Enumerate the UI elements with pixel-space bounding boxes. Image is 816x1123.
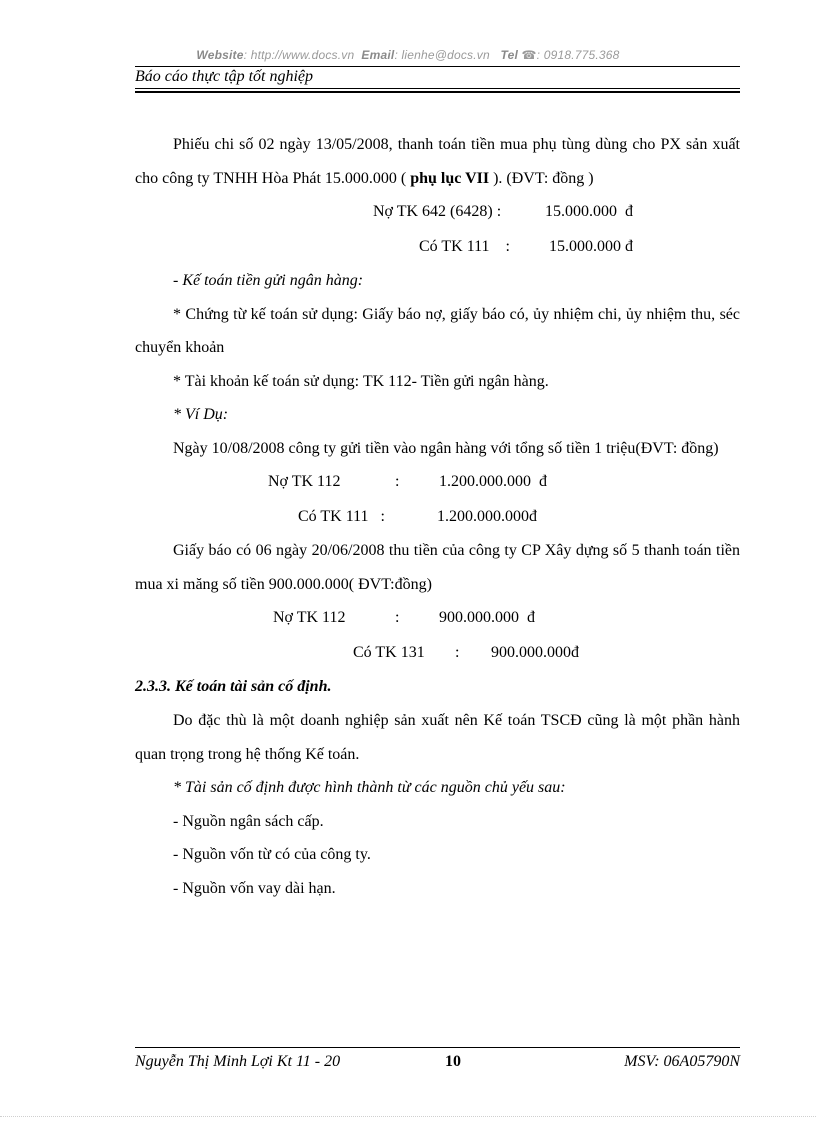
journal-entry-debit-1 <box>135 195 740 230</box>
website-value: : http://www.docs.vn <box>243 48 355 62</box>
page-number: 10 <box>445 1053 461 1070</box>
credit-amount: 1.200.000.000đ <box>437 507 537 525</box>
source-item: - Nguồn ngân sách cấp. <box>173 812 324 830</box>
paragraph-text: Phiếu chi số 02 ngày 13/05/2008, thanh toán tiền mua phụ tùng dùng cho PX sản xuất cho công ty TNHH Hòa Phát 15.000.000 ( <box>135 136 740 187</box>
appendix-ref: phụ lục VII <box>410 169 490 187</box>
separator: : <box>455 643 460 661</box>
credit-account: Có TK 111 : <box>419 237 510 255</box>
debit-account: Nợ TK 112 <box>268 473 341 490</box>
page-bottom-edge <box>0 1116 816 1117</box>
accounts-used: * Tài khoản kế toán sử dụng: TK 112- Tiền gửi ngân hàng. <box>173 372 549 390</box>
page-content <box>135 128 740 905</box>
debit-amount: 900.000.000 đ <box>439 609 535 626</box>
sources-heading: * Tài sản cố định được hình thành từ các nguồn chủ yếu sau: <box>173 779 566 796</box>
paragraph-credit-note: Giấy báo có 06 ngày 20/06/2008 thu tiền của công ty CP Xây dựng số 5 thanh toán tiền mua xi măng số tiền 900.000.000( ĐVT:đồng) <box>135 542 740 593</box>
journal-entry-credit-1 <box>135 230 740 265</box>
journal-entry-debit-2 <box>135 465 740 500</box>
debit-amount: 15.000.000 đ <box>545 203 633 220</box>
credit-account: Có TK 111 : <box>298 507 385 525</box>
email-label: Email <box>361 48 395 62</box>
section-title: 2.3.3. Kế toán tài sản cố định. <box>135 678 332 695</box>
email-value: : lienhe@docs.vn <box>394 48 490 62</box>
author-name: Nguyễn Thị Minh Lợi Kt 11 - 20 <box>135 1053 341 1070</box>
tel-label: Tel <box>500 48 518 62</box>
website-label: Website <box>196 48 244 62</box>
credit-account: Có TK 131 <box>353 643 425 661</box>
example-heading: * Ví Dụ: <box>173 406 229 423</box>
journal-entry-credit-3 <box>135 636 740 671</box>
paragraph-payment-voucher <box>135 128 740 195</box>
header-rule-thin <box>135 88 740 89</box>
paragraph-fixed-assets: Do đặc thù là một doanh nghiệp sản xuất nên Kế toán TSCĐ cũng là một phần hành quan trọng trong hệ thống Kế toán. <box>135 712 740 763</box>
journal-entry-credit-2 <box>135 500 740 535</box>
bank-deposit-heading: - Kế toán tiền gửi ngân hàng: <box>173 272 364 289</box>
credit-amount: 15.000.000 đ <box>549 237 633 255</box>
debit-account: Nợ TK 112 <box>273 609 346 626</box>
page-footer <box>135 1053 740 1075</box>
source-item: - Nguồn vốn từ có của công ty. <box>173 846 371 863</box>
header-top-rule <box>135 66 740 67</box>
paragraph-deposit: Ngày 10/08/2008 công ty gửi tiền vào ngân hàng với tổng số tiền 1 triệu(ĐVT: đồng) <box>173 439 719 457</box>
debit-amount: 1.200.000.000 đ <box>439 473 547 490</box>
journal-entry-debit-3 <box>135 601 740 636</box>
paragraph-text-end: ). (ĐVT: đồng ) <box>493 169 594 187</box>
student-id: MSV: 06A05790N <box>624 1053 740 1070</box>
credit-amount: 900.000.000đ <box>491 643 579 661</box>
website-header-line <box>0 48 816 62</box>
vouchers-used: * Chứng từ kế toán sử dụng: Giấy báo nợ, giấy báo có, ủy nhiệm chi, ủy nhiệm thu, séc chuyển khoản <box>135 305 740 356</box>
source-item: - Nguồn vốn vay dài hạn. <box>173 879 336 897</box>
separator: : <box>395 473 400 490</box>
report-title: Báo cáo thực tập tốt nghiệp <box>135 68 314 85</box>
header-rule-thick <box>135 91 740 93</box>
debit-account: Nợ TK 642 (6428) : <box>373 203 502 220</box>
footer-rule <box>135 1047 740 1048</box>
separator: : <box>395 609 400 626</box>
tel-value: ☎: 0918.775.368 <box>521 48 620 62</box>
